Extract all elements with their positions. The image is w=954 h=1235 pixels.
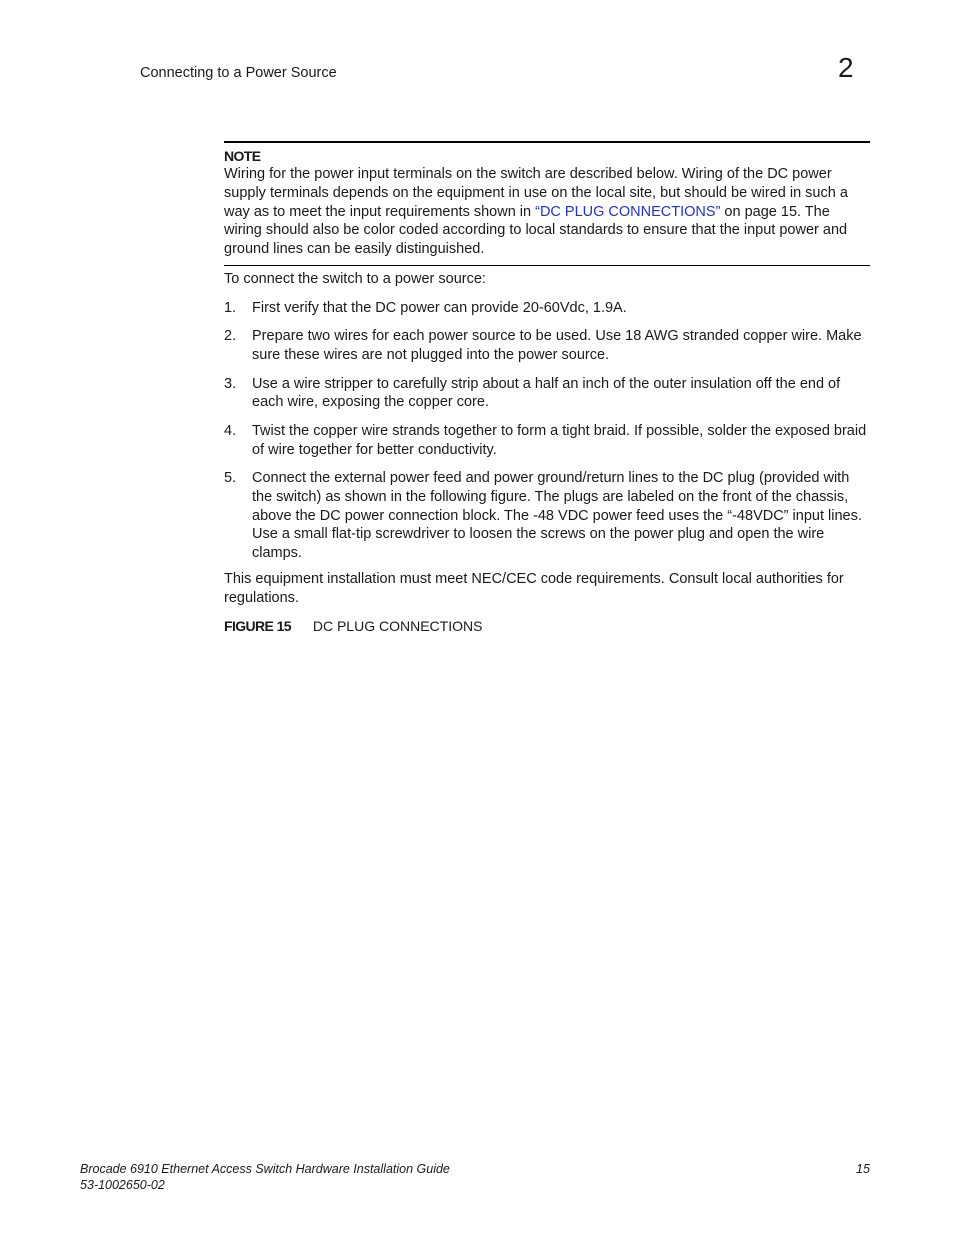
step-text: Twist the copper wire strands together to form a tight braid. If possible, solder the exposed braid of wire together for better conductivity. bbox=[252, 422, 867, 458]
step-text: Use a wire stripper to carefully strip about a half an inch of the outer insulation off the end of each wire, exposing the copper core. bbox=[252, 375, 841, 411]
step-item bbox=[224, 299, 870, 318]
step-number: 5. bbox=[224, 469, 237, 486]
step-number: 2. bbox=[224, 328, 237, 345]
footer-doc-number: 53-1002650-02 bbox=[80, 1177, 165, 1192]
footer-guide bbox=[80, 1162, 450, 1193]
step-number: 3. bbox=[224, 375, 237, 392]
note-text-before: Wiring for the power input terminals on the switch are described below. Wiring of the DC power supply terminals depends on the equipment in use on the local site, but should be wired in such a way as to meet the input requirements shown in bbox=[224, 166, 848, 220]
closing-paragraph: This equipment installation must meet NEC/CEC code requirements. Consult local authorities for regulations. bbox=[224, 571, 844, 606]
step-number: 1. bbox=[224, 300, 237, 316]
note-label: NOTE bbox=[224, 148, 261, 164]
section-title: Connecting to a Power Source bbox=[140, 65, 337, 81]
chapter-number: 2 bbox=[838, 52, 854, 83]
step-number: 4. bbox=[224, 422, 237, 439]
steps-list bbox=[224, 299, 870, 573]
step-text: Prepare two wires for each power source to be used. Use 18 AWG stranded copper wire. Make sure these wires are not plugged into the power source. bbox=[252, 328, 862, 364]
figure-title: DC PLUG CONNECTIONS bbox=[312, 618, 483, 634]
step-text: Connect the external power feed and power ground/return lines to the DC plug (provided with the switch) as shown in the following figure. The plugs are labeled on the front of the chassis, above the DC power connection block. The -48 VDC power feed uses the “-48VDC” input lines. Use a small flat-tip screwdriver to loosen the screws on the power plug and open the wire clamps. bbox=[252, 469, 862, 562]
dc-plug-connections-link[interactable]: “DC PLUG CONNECTIONS” bbox=[535, 203, 721, 220]
step-item bbox=[224, 375, 870, 413]
note-text-after: on page 15. The wiring should also be color coded according to local standards to ensure that the input power and ground lines can be easily distinguished. bbox=[224, 203, 848, 258]
figure-caption bbox=[224, 618, 482, 634]
step-item bbox=[224, 327, 870, 365]
step-item bbox=[224, 422, 870, 460]
footer-page-number: 15 bbox=[856, 1162, 870, 1176]
note-box bbox=[224, 141, 870, 266]
footer-guide-title: Brocade 6910 Ethernet Access Switch Hardware Installation Guide bbox=[80, 1162, 450, 1176]
figure-label: FIGURE 15 bbox=[224, 618, 291, 634]
step-text: First verify that the DC power can provide 20-60Vdc, 1.9A. bbox=[252, 300, 627, 316]
note-text bbox=[224, 165, 870, 259]
intro-text: To connect the switch to a power source: bbox=[224, 271, 486, 287]
step-item bbox=[224, 469, 870, 563]
